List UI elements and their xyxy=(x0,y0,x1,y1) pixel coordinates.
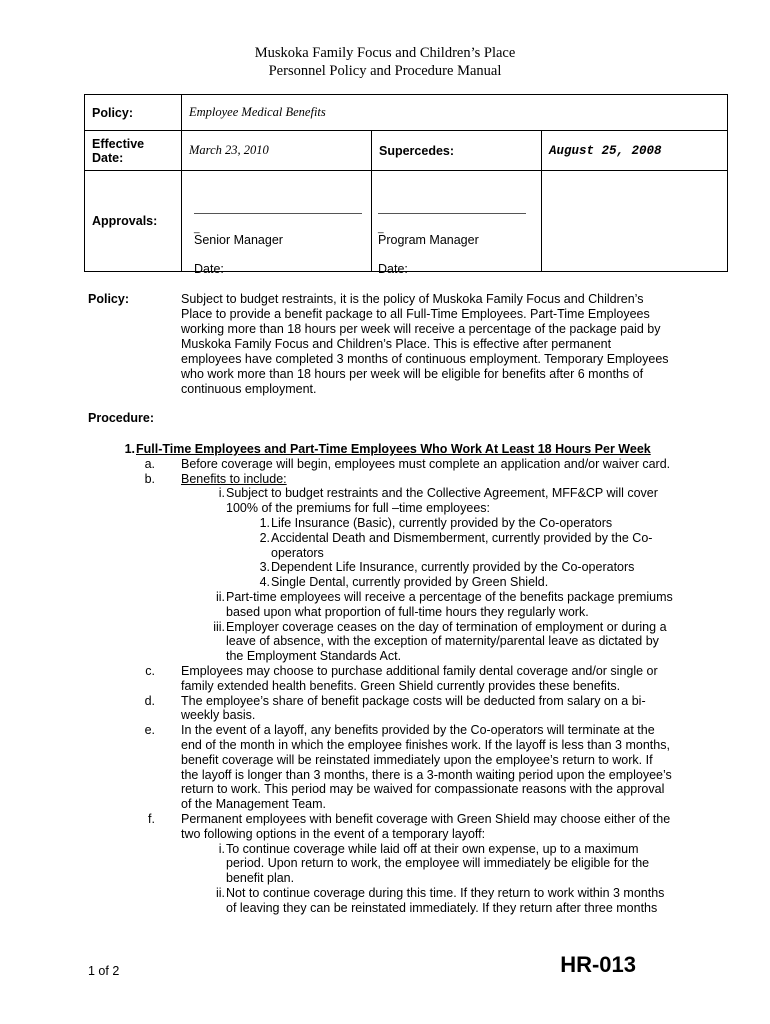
procedure-item-text: the layoff is longer than 3 months, there is a 3-month waiting period upon the employee’s xyxy=(181,767,672,782)
procedure-item-text: Employer coverage ceases on the day of termination of employment or during a xyxy=(226,619,667,634)
document-code: HR-013 xyxy=(560,952,636,977)
procedure-item-text: weekly basis. xyxy=(181,708,256,723)
policy-section-label: Policy: xyxy=(88,292,129,306)
procedure-item-marker: e. xyxy=(144,723,155,738)
procedure-item-text: end of the month in which the employee finishes work. If the layoff is less than 3 months, xyxy=(181,738,670,752)
procedure-item-text: return to work. This period may be waived for compassionate reasons with the approval xyxy=(181,782,665,797)
procedure-item-text: of leaving they can be reinstated immediately. If they return after three months xyxy=(226,900,658,915)
procedure-item-text: 100% of the premiums for full –time employees: xyxy=(226,501,491,516)
procedure-item-text: benefit plan. xyxy=(226,871,295,886)
procedure-item-text: of the Management Team. xyxy=(181,797,326,812)
procedure-item-text: Part-time employees will receive a percentage of the benefits package premiums xyxy=(226,590,673,604)
supercedes-label: Supercedes: xyxy=(372,131,542,171)
document-header xyxy=(0,44,770,80)
policy-title: Employee Medical Benefits xyxy=(182,95,728,131)
program-manager-tick: _ xyxy=(378,223,384,234)
page-number: 1 of 2 xyxy=(88,964,120,978)
procedure-item-text: In the event of a layoff, any benefits provided by the Co-operators will terminate at the xyxy=(181,723,655,738)
program-manager-signature-cell xyxy=(372,171,542,276)
procedure-item-text: Not to continue coverage during this time. If they return to work within 3 months xyxy=(226,886,665,900)
procedure-item-text: benefit coverage will be reinstated immediately upon the employee’s return to work. If xyxy=(181,752,653,767)
supercedes-value: August 25, 2008 xyxy=(542,131,728,171)
senior-manager-signature-cell xyxy=(182,171,372,276)
procedure-item-text: the Employment Standards Act. xyxy=(226,649,402,664)
effective-date-label: Effective Date: xyxy=(85,131,182,171)
policy-line: Subject to budget restraints, it is the policy of Muskoka Family Focus and Children’s xyxy=(181,292,644,306)
policy-line: Muskoka Family Focus and Children’s Place. This is effective after permanent xyxy=(181,337,612,351)
procedure-item-text: Accidental Death and Dismemberment, currently provided by the Co- xyxy=(271,530,653,545)
policy-line: continuous employment. xyxy=(181,382,317,396)
program-manager-label: Program Manager xyxy=(378,233,479,247)
effective-date-value: March 23, 2010 xyxy=(182,131,372,171)
organization-name: Muskoka Family Focus and Children’s Place xyxy=(254,45,516,61)
senior-manager-tick: _ xyxy=(194,223,200,234)
procedure-item-text: operators xyxy=(271,545,324,560)
procedure-heading: Full-Time Employees and Part-Time Employees Who Work At Least 18 Hours Per Week xyxy=(136,442,651,456)
procedure-item-marker: i. xyxy=(218,841,225,856)
procedure-item-marker: f. xyxy=(148,812,155,826)
procedure-item-text: period. Upon return to work, the employee will immediately be eligible for the xyxy=(226,856,650,871)
procedure-item-text: Subject to budget restraints and the Collective Agreement, MFF&CP will cover xyxy=(226,486,658,501)
procedure-item-text: Permanent employees with benefit coverage with Green Shield may choose either of the xyxy=(181,812,671,826)
procedure-item-marker: 2. xyxy=(259,530,270,545)
procedure-item-text: Single Dental, currently provided by Green Shield. xyxy=(271,575,549,590)
approvals-row xyxy=(85,171,728,272)
policy-label: Policy: xyxy=(85,95,182,131)
procedure-item-marker: iii. xyxy=(213,619,225,634)
procedure-item-marker: 3. xyxy=(259,560,270,575)
procedure-item-marker: b. xyxy=(144,471,155,486)
procedure-item-text: The employee’s share of benefit package costs will be deducted from salary on a bi- xyxy=(181,693,646,708)
procedure-item-marker: c. xyxy=(145,664,155,678)
policy-info-table xyxy=(84,94,728,276)
procedure-item-text: Employees may choose to purchase additional family dental coverage and/or single or xyxy=(181,664,658,678)
procedure-item-text: two following options in the event of a temporary layoff: xyxy=(181,826,486,841)
empty-approval-cell xyxy=(542,171,728,272)
procedure-section-label: Procedure: xyxy=(88,411,154,425)
policy-line: who work more than 18 hours per week will be eligible for benefits after 6 months of xyxy=(181,367,644,381)
policy-line: Place to provide a benefit package to all Full-Time Employees. Part-Time Employees xyxy=(181,307,650,321)
policy-statement xyxy=(181,292,681,397)
procedure-item-text: To continue coverage while laid off at their own expense, up to a maximum xyxy=(226,841,639,856)
procedure-item-marker: a. xyxy=(144,456,155,471)
procedure-item-text: family extended health benefits. Green Shield currently provides these benefits. xyxy=(181,678,621,693)
procedure-item-text: leave of absence, with the exception of maternity/parental leave as dictated by xyxy=(226,634,659,649)
policy-row xyxy=(85,95,728,131)
policy-line: working more than 18 hours per week will receive a percentage of the package paid by xyxy=(181,322,661,336)
procedure-item-text: Life Insurance (Basic), currently provided by the Co-operators xyxy=(271,516,613,530)
senior-manager-label: Senior Manager xyxy=(194,233,283,247)
procedure-item-text: Dependent Life Insurance, currently provided by the Co-operators xyxy=(271,560,635,575)
procedure-item-text: Before coverage will begin, employees must complete an application and/or waiver card. xyxy=(181,456,671,471)
procedure-item-marker: 1. xyxy=(124,442,135,456)
program-manager-signature-line xyxy=(378,213,526,214)
procedure-item-marker: 1. xyxy=(259,516,270,530)
procedure-item-text: based upon what proportion of full-time hours they regularly work. xyxy=(226,604,589,619)
procedure-item-marker: ii. xyxy=(215,886,225,900)
senior-manager-signature-line xyxy=(194,213,362,214)
manual-title: Personnel Policy and Procedure Manual xyxy=(268,63,502,79)
approvals-label: Approvals: xyxy=(85,171,182,272)
procedure-item-marker: i. xyxy=(218,486,225,501)
procedure-item-text: Benefits to include: xyxy=(181,471,287,486)
policy-line: employees have completed 3 months of continuous employment. Temporary Employees xyxy=(181,352,669,366)
effective-date-row xyxy=(85,131,728,171)
senior-manager-date-label: Date: xyxy=(194,262,224,276)
procedure-item-marker: ii. xyxy=(215,590,225,604)
procedure-item-marker: d. xyxy=(144,693,155,708)
program-manager-date-label: Date: xyxy=(378,262,408,276)
procedure-item-marker: 4. xyxy=(259,575,270,590)
